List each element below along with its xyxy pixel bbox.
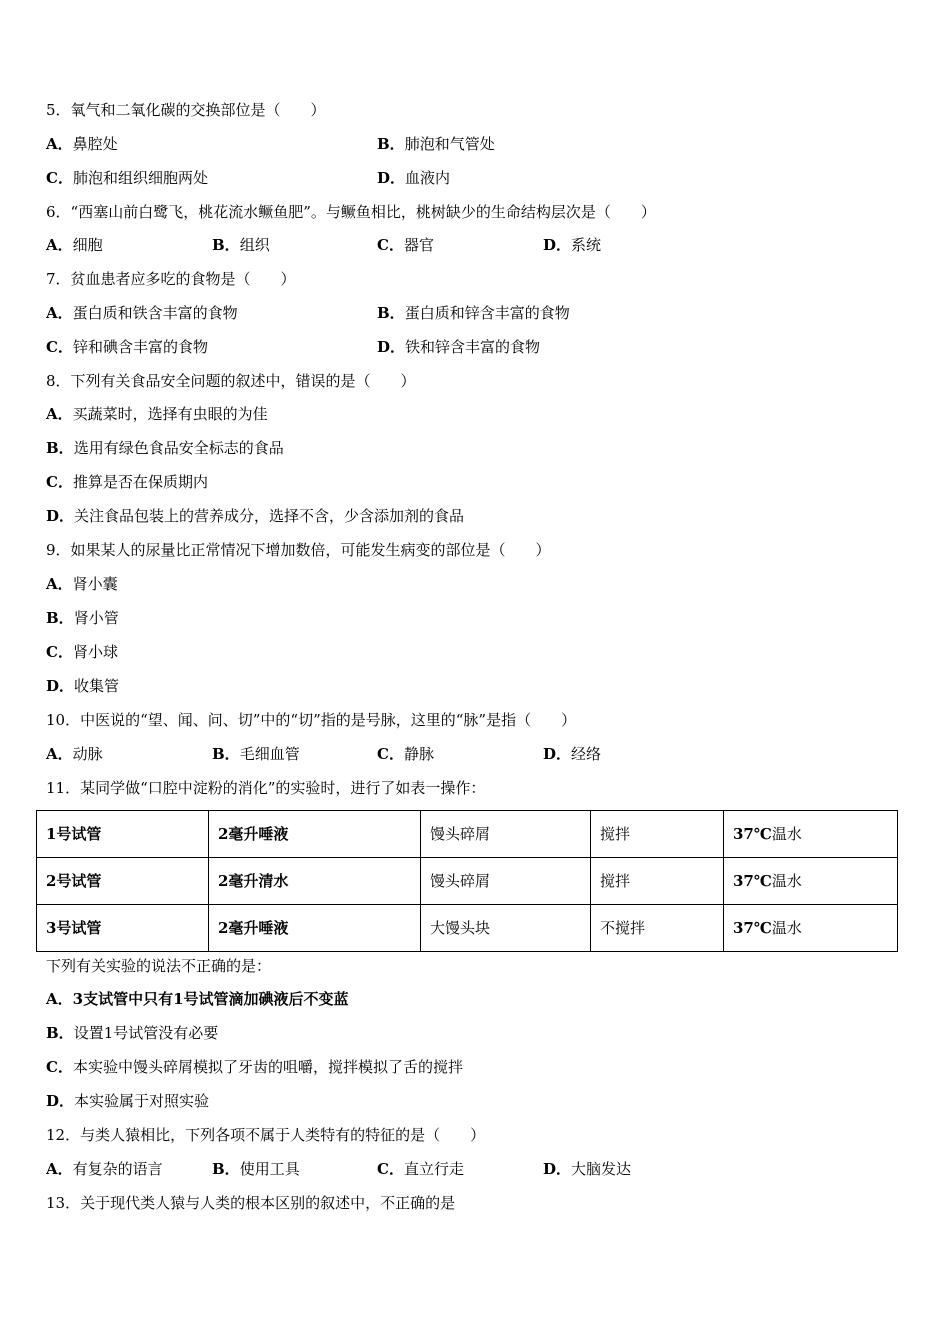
q7-option-b[interactable] bbox=[377, 306, 570, 321]
question-11-stem: 11．某同学做“口腔中淀粉的消化”的实验时，进行了如表一操作： bbox=[46, 779, 486, 797]
option-label: C． bbox=[46, 643, 73, 661]
q7-option-a[interactable] bbox=[46, 306, 238, 321]
q12-option-d[interactable] bbox=[543, 1162, 631, 1177]
option-text: 血液内 bbox=[405, 169, 451, 187]
q10-option-a[interactable] bbox=[46, 747, 103, 762]
option-text: 推算是否在保质期内 bbox=[72, 473, 208, 491]
option-text: 大脑发达 bbox=[571, 1160, 632, 1178]
q9-option-b[interactable] bbox=[46, 611, 119, 626]
option-text: 买蔬菜时，选择有虫眼的为佳 bbox=[72, 405, 268, 423]
option-text: 细胞 bbox=[72, 236, 103, 254]
q11-option-d[interactable] bbox=[46, 1094, 209, 1109]
option-text: 本实验属于对照实验 bbox=[74, 1092, 210, 1110]
option-text: 肾小囊 bbox=[72, 575, 118, 593]
option-label: C． bbox=[46, 473, 73, 491]
table-row bbox=[37, 811, 898, 858]
option-label: B． bbox=[46, 1024, 74, 1042]
option-label: D． bbox=[543, 745, 572, 763]
table-cell: 2毫升唾液 bbox=[209, 905, 421, 952]
table-cell: 2毫升唾液 bbox=[209, 811, 421, 858]
option-label: A． bbox=[46, 990, 73, 1008]
option-text: 选用有绿色食品安全标志的食品 bbox=[73, 439, 284, 457]
q7-option-c[interactable] bbox=[46, 340, 208, 355]
option-text: 设置1号试管没有必要 bbox=[73, 1024, 219, 1042]
q9-option-d[interactable] bbox=[46, 679, 119, 694]
option-label: D． bbox=[46, 1092, 75, 1110]
table-cell: 2毫升清水 bbox=[209, 858, 421, 905]
question-8-stem: 8．下列有关食品安全问题的叙述中，错误的是（ ） bbox=[46, 372, 416, 390]
option-text: 器官 bbox=[403, 236, 434, 254]
option-label: D． bbox=[377, 169, 406, 187]
option-text: 有复杂的语言 bbox=[72, 1160, 163, 1178]
option-text: 肾小管 bbox=[73, 609, 119, 627]
option-label: C． bbox=[377, 236, 404, 254]
option-text: 使用工具 bbox=[239, 1160, 300, 1178]
option-text: 蛋白质和锌含丰富的食物 bbox=[404, 304, 570, 322]
table-cell: 搅拌 bbox=[591, 811, 724, 858]
q12-option-c[interactable] bbox=[377, 1162, 464, 1177]
q8-option-c[interactable] bbox=[46, 475, 208, 490]
option-label: D． bbox=[46, 677, 75, 695]
table-cell: 3号试管 bbox=[37, 905, 209, 952]
table-cell: 馒头碎屑 bbox=[421, 858, 591, 905]
question-11-sub-stem: 下列有关实验的说法不正确的是： bbox=[46, 957, 272, 975]
option-label: A． bbox=[46, 405, 73, 423]
table-cell: 2号试管 bbox=[37, 858, 209, 905]
question-9-stem: 9．如果某人的尿量比正常情况下增加数倍，可能发生病变的部位是（ ） bbox=[46, 541, 551, 559]
option-text: 组织 bbox=[239, 236, 270, 254]
option-text: 静脉 bbox=[403, 745, 434, 763]
option-label: B． bbox=[46, 609, 74, 627]
option-label: A． bbox=[46, 1160, 73, 1178]
q5-option-b[interactable] bbox=[377, 137, 495, 152]
option-label: C． bbox=[46, 1058, 73, 1076]
option-label: C． bbox=[377, 1160, 404, 1178]
option-label: C． bbox=[377, 745, 404, 763]
table-cell: 馒头碎屑 bbox=[421, 811, 591, 858]
q10-option-c[interactable] bbox=[377, 747, 434, 762]
option-label: B． bbox=[377, 135, 405, 153]
option-label: A． bbox=[46, 575, 73, 593]
experiment-table bbox=[36, 810, 898, 952]
table-row bbox=[37, 858, 898, 905]
option-text: 经络 bbox=[571, 745, 602, 763]
q8-option-b[interactable] bbox=[46, 441, 284, 456]
q6-option-d[interactable] bbox=[543, 238, 601, 253]
q11-option-b[interactable] bbox=[46, 1026, 218, 1041]
option-text: 锌和碘含丰富的食物 bbox=[72, 338, 208, 356]
table-cell: 37℃温水 bbox=[724, 905, 898, 952]
option-label: B． bbox=[212, 236, 240, 254]
option-text: 蛋白质和铁含丰富的食物 bbox=[72, 304, 238, 322]
option-label: D． bbox=[377, 338, 406, 356]
option-text: 肾小球 bbox=[72, 643, 118, 661]
q7-option-d[interactable] bbox=[377, 340, 540, 355]
q10-option-b[interactable] bbox=[212, 747, 300, 762]
option-text: 本实验中馒头碎屑模拟了牙齿的咀嚼，搅拌模拟了舌的搅拌 bbox=[72, 1058, 463, 1076]
question-6-stem: 6．“西塞山前白鹭飞，桃花流水鳜鱼肥”。与鳜鱼相比，桃树缺少的生命结构层次是（ ） bbox=[46, 203, 656, 221]
q11-option-c[interactable] bbox=[46, 1060, 463, 1075]
option-text: 3支试管中只有1号试管滴加碘液后不变蓝 bbox=[72, 990, 349, 1008]
option-text: 铁和锌含丰富的食物 bbox=[405, 338, 541, 356]
option-text: 毛细血管 bbox=[239, 745, 300, 763]
q8-option-a[interactable] bbox=[46, 407, 268, 422]
q5-option-d[interactable] bbox=[377, 171, 450, 186]
option-label: B． bbox=[46, 439, 74, 457]
option-label: C． bbox=[46, 338, 73, 356]
option-label: B． bbox=[377, 304, 405, 322]
question-10-stem: 10．中医说的“望、闻、问、切”中的“切”指的是号脉，这里的“脉”是指（ ） bbox=[46, 711, 577, 729]
table-row bbox=[37, 905, 898, 952]
question-5-stem: 5．氧气和二氧化碳的交换部位是（ ） bbox=[46, 101, 326, 119]
q9-option-a[interactable] bbox=[46, 577, 118, 592]
option-label: A． bbox=[46, 135, 73, 153]
question-13-stem: 13．关于现代类人猿与人类的根本区别的叙述中，不正确的是 bbox=[46, 1194, 456, 1212]
option-text: 关注食品包装上的营养成分，选择不含，少含添加剂的食品 bbox=[74, 507, 465, 525]
table-cell: 搅拌 bbox=[591, 858, 724, 905]
option-label: D． bbox=[543, 236, 572, 254]
q6-option-a[interactable] bbox=[46, 238, 103, 253]
option-text: 收集管 bbox=[74, 677, 120, 695]
option-label: A． bbox=[46, 745, 73, 763]
table-cell: 不搅拌 bbox=[591, 905, 724, 952]
option-label: B． bbox=[212, 1160, 240, 1178]
option-text: 肺泡和气管处 bbox=[404, 135, 495, 153]
option-label: D． bbox=[543, 1160, 572, 1178]
q5-option-a[interactable] bbox=[46, 137, 118, 152]
q9-option-c[interactable] bbox=[46, 645, 118, 660]
q8-option-d[interactable] bbox=[46, 509, 464, 524]
question-7-stem: 7．贫血患者应多吃的食物是（ ） bbox=[46, 270, 296, 288]
q5-option-c[interactable] bbox=[46, 171, 208, 186]
table-cell: 37℃温水 bbox=[724, 811, 898, 858]
question-12-stem: 12．与类人猿相比，下列各项不属于人类特有的特征的是（ ） bbox=[46, 1126, 486, 1144]
option-label: A． bbox=[46, 236, 73, 254]
option-label: D． bbox=[46, 507, 75, 525]
table-cell: 1号试管 bbox=[37, 811, 209, 858]
table-cell: 37℃温水 bbox=[724, 858, 898, 905]
option-label: A． bbox=[46, 304, 73, 322]
q6-option-c[interactable] bbox=[377, 238, 434, 253]
q12-option-a[interactable] bbox=[46, 1162, 163, 1177]
option-text: 肺泡和组织细胞两处 bbox=[72, 169, 208, 187]
option-text: 鼻腔处 bbox=[72, 135, 118, 153]
option-text: 动脉 bbox=[72, 745, 103, 763]
option-text: 直立行走 bbox=[403, 1160, 464, 1178]
q11-option-a[interactable] bbox=[46, 992, 349, 1007]
table-cell: 大馒头块 bbox=[421, 905, 591, 952]
option-text: 系统 bbox=[571, 236, 602, 254]
q6-option-b[interactable] bbox=[212, 238, 270, 253]
q10-option-d[interactable] bbox=[543, 747, 601, 762]
option-label: B． bbox=[212, 745, 240, 763]
option-label: C． bbox=[46, 169, 73, 187]
q12-option-b[interactable] bbox=[212, 1162, 300, 1177]
